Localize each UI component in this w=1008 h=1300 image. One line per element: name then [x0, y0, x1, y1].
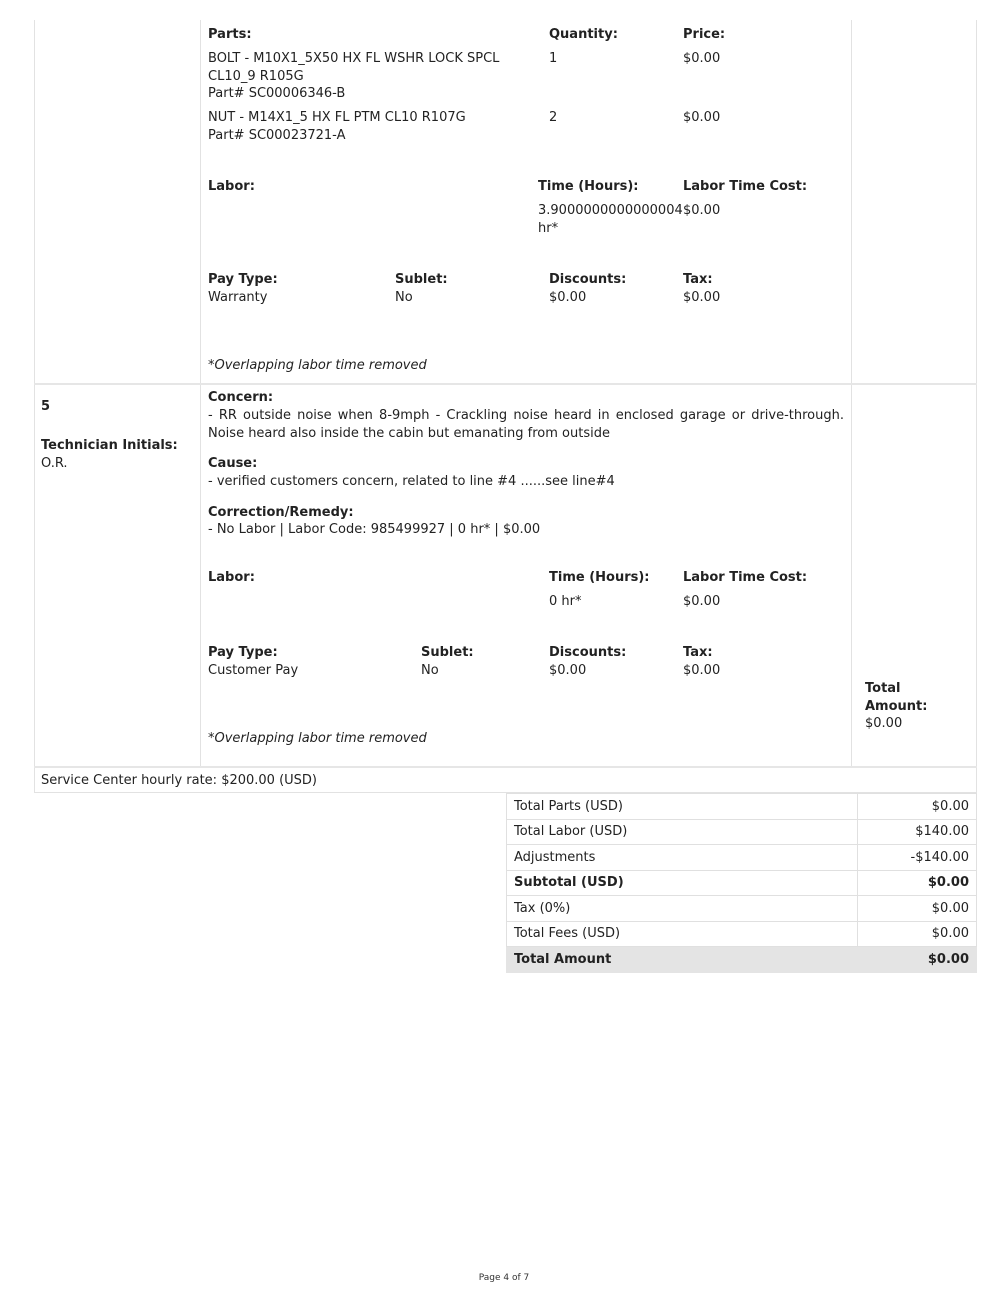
line-total-value: $0.00 — [865, 716, 903, 731]
totals-table — [506, 793, 977, 973]
page-number: Page 4 of 7 — [478, 1273, 530, 1283]
labor-cost-value: $0.00 — [683, 203, 721, 218]
pay-type-value: Warranty — [208, 290, 268, 305]
labor-cost-header: Labor Time Cost: — [683, 179, 808, 194]
tax-header: Tax: — [683, 645, 713, 660]
line-total-label: Amount: — [865, 698, 928, 714]
sublet-value: No — [421, 663, 439, 678]
part-description: BOLT - M10X1_5X50 HX FL WSHR LOCK SPCL — [208, 51, 500, 66]
totals-value: -$140.00 — [858, 845, 977, 871]
tax-header: Tax: — [683, 272, 713, 287]
table-row — [507, 921, 977, 947]
concern-header: Concern: — [208, 390, 274, 405]
totals-label: Total Amount — [507, 947, 858, 973]
discounts-value: $0.00 — [549, 290, 587, 305]
row-divider-4-5 — [34, 383, 977, 385]
part-number: Part# SC00023721-A — [208, 127, 346, 143]
line-total-label: Total — [865, 681, 901, 696]
tax-value: $0.00 — [683, 663, 721, 678]
cause-header: Cause: — [208, 456, 258, 471]
pay-type-header: Pay Type: — [208, 272, 278, 287]
totals-label: Tax (0%) — [507, 896, 858, 922]
price-header: Price: — [683, 27, 726, 42]
parts-header: Parts: — [208, 27, 252, 42]
technician-initials-label: Technician Initials: — [41, 438, 178, 453]
overlap-note: *Overlapping labor time removed — [208, 731, 427, 746]
time-hours-header: Time (Hours): — [538, 179, 639, 194]
grand-total-row — [507, 947, 977, 973]
part-description: NUT - M14X1_5 HX FL PTM CL10 R107G — [208, 110, 466, 125]
concern-text: - RR outside noise when 8-9mph - Crackling noise heard in enclosed garage or drive-through. Noise heard also inside the cabin but emanating from outside — [208, 408, 844, 441]
part-price: $0.00 — [683, 51, 721, 66]
table-row — [507, 845, 977, 871]
totals-value: $0.00 — [858, 794, 977, 820]
table-row — [507, 819, 977, 845]
col-divider-edge — [976, 20, 977, 767]
correction-text: - No Labor | Labor Code: 985499927 | 0 hr* | $0.00 — [208, 522, 541, 537]
table-row — [507, 896, 977, 922]
part-quantity: 1 — [549, 51, 558, 66]
totals-label: Adjustments — [507, 845, 858, 871]
time-hours-value: 3.9000000000000004 hr* — [538, 203, 683, 236]
quantity-header: Quantity: — [549, 27, 618, 42]
col-divider-right — [851, 20, 852, 767]
col-divider-left — [34, 20, 35, 767]
col-divider-main — [200, 20, 201, 767]
part-number: Part# SC00006346-B — [208, 86, 346, 101]
overlap-note: *Overlapping labor time removed — [208, 358, 427, 373]
sublet-header: Sublet: — [421, 645, 474, 660]
line-number: 5 — [41, 399, 51, 414]
discounts-header: Discounts: — [549, 272, 627, 287]
labor-cost-header: Labor Time Cost: — [683, 570, 808, 585]
table-row — [507, 794, 977, 820]
sublet-value: No — [395, 290, 413, 305]
totals-label: Total Parts (USD) — [507, 794, 858, 820]
labor-header: Labor: — [208, 179, 255, 194]
discounts-value: $0.00 — [549, 663, 587, 678]
part-price: $0.00 — [683, 110, 721, 125]
part-description: CL10_9 R105G — [208, 68, 304, 84]
correction-header: Correction/Remedy: — [208, 505, 354, 520]
labor-cost-value: $0.00 — [683, 594, 721, 609]
totals-label: Subtotal (USD) — [507, 870, 858, 896]
totals-value: $140.00 — [858, 819, 977, 845]
totals-value: $0.00 — [858, 896, 977, 922]
cause-text: - verified customers concern, related to line #4 ......see line#4 — [208, 474, 615, 489]
part-item — [208, 109, 528, 144]
line-total — [865, 680, 927, 733]
hourly-rate-bar — [34, 768, 977, 793]
totals-value: $0.00 — [858, 870, 977, 896]
pay-type-header: Pay Type: — [208, 645, 278, 660]
totals-value: $0.00 — [858, 947, 977, 973]
totals-value: $0.00 — [858, 921, 977, 947]
part-item — [208, 50, 528, 103]
totals-label: Total Fees (USD) — [507, 921, 858, 947]
hourly-rate-text: Service Center hourly rate: $200.00 (USD) — [41, 773, 318, 788]
time-hours-header: Time (Hours): — [549, 570, 650, 585]
technician-initials-value: O.R. — [41, 456, 68, 471]
labor-header: Labor: — [208, 570, 255, 585]
discounts-header: Discounts: — [549, 645, 627, 660]
part-quantity: 2 — [549, 110, 558, 125]
tax-value: $0.00 — [683, 290, 721, 305]
time-hours-value: 0 hr* — [549, 594, 582, 609]
pay-type-value: Customer Pay — [208, 663, 299, 678]
sublet-header: Sublet: — [395, 272, 448, 287]
table-row — [507, 870, 977, 896]
totals-label: Total Labor (USD) — [507, 819, 858, 845]
